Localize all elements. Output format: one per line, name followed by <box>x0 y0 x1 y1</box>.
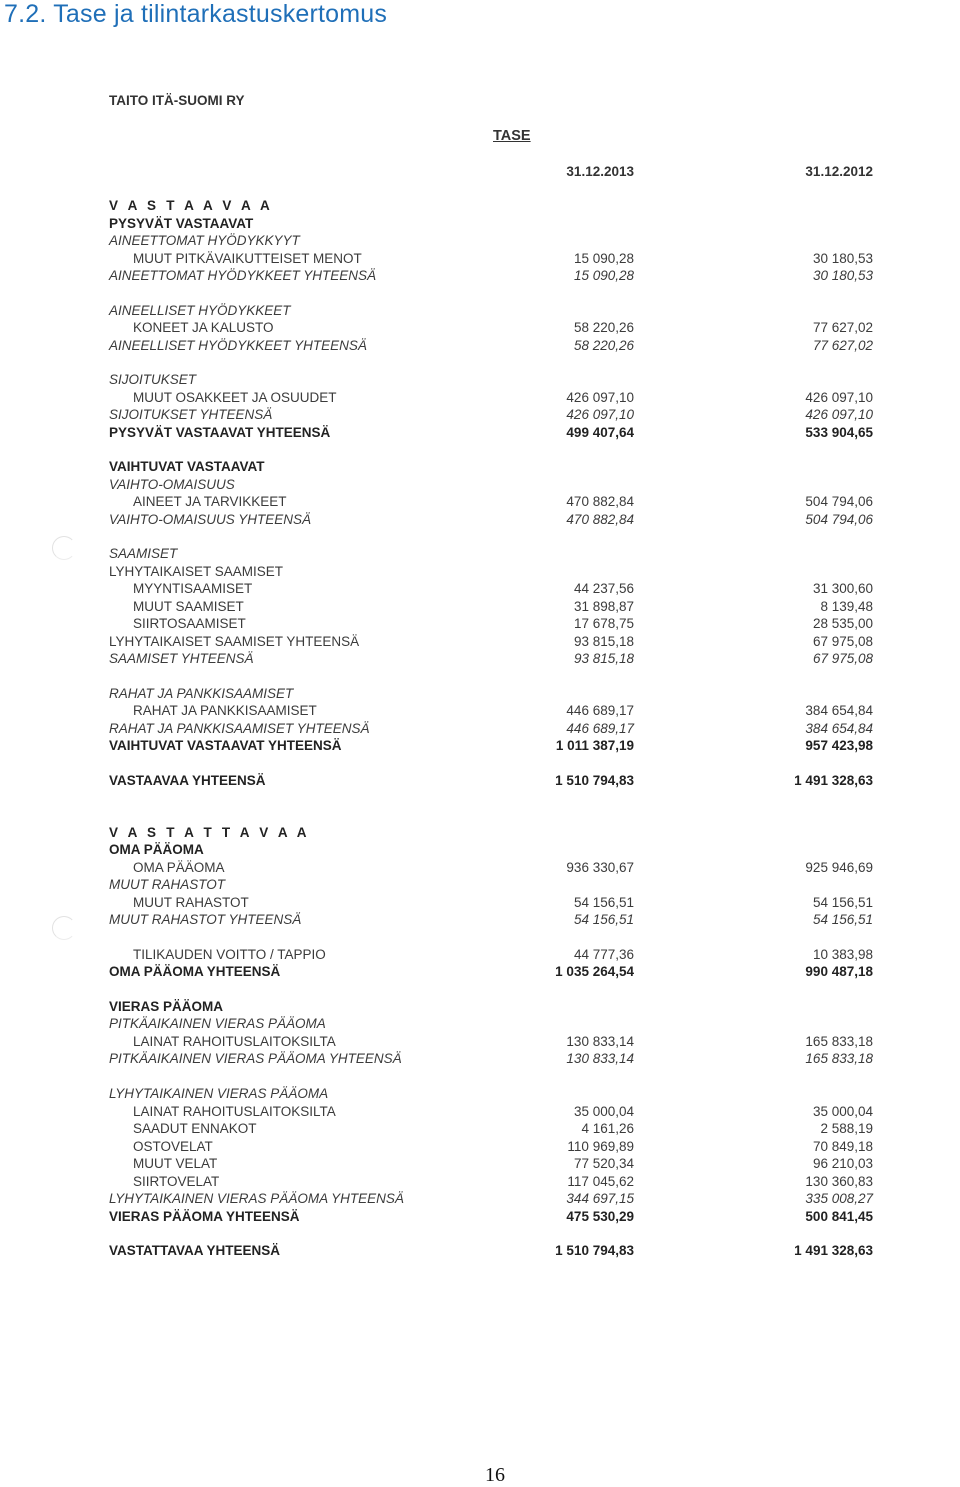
value-2012: 165 833,18 <box>805 1051 873 1066</box>
value-2012: 504 794,06 <box>805 512 873 527</box>
value-2012: 426 097,10 <box>805 390 873 405</box>
row-label: VASTATTAVAA YHTEENSÄ <box>109 1243 281 1258</box>
table-row <box>0 1173 960 1190</box>
row-label: AINEETTOMAT HYÖDYKKYYT <box>109 233 300 248</box>
table-row <box>0 319 960 336</box>
table-row <box>0 598 960 615</box>
row-label: LAINAT RAHOITUSLAITOKSILTA <box>133 1104 336 1119</box>
value-2012: 67 975,08 <box>812 651 873 666</box>
value-2012: 30 180,53 <box>812 251 873 266</box>
value-2013: 426 097,10 <box>566 390 634 405</box>
table-row <box>0 911 960 928</box>
value-2012: 10 383,98 <box>812 947 873 962</box>
value-2012: 500 841,45 <box>805 1209 873 1224</box>
row-label: VASTAAVAA YHTEENSÄ <box>109 773 266 788</box>
value-2013: 499 407,64 <box>566 425 634 440</box>
row-label: SAAMISET <box>109 546 178 561</box>
value-2012: 67 975,08 <box>812 634 873 649</box>
value-2013: 35 000,04 <box>573 1104 634 1119</box>
value-2012: 384 654,84 <box>805 703 873 718</box>
table-row <box>0 1190 960 1207</box>
value-2012: 165 833,18 <box>805 1034 873 1049</box>
value-2013: 15 090,28 <box>573 251 634 266</box>
row-label: VIERAS PÄÄOMA <box>109 999 224 1014</box>
table-row <box>0 302 960 319</box>
row-label: PYSYVÄT VASTAAVAT <box>109 216 254 231</box>
table-row <box>0 232 960 249</box>
value-2013: 446 689,17 <box>566 703 634 718</box>
table-row <box>0 1208 960 1225</box>
value-2012: 384 654,84 <box>805 721 873 736</box>
value-2012: 96 210,03 <box>812 1156 873 1171</box>
value-2013: 446 689,17 <box>566 721 634 736</box>
value-2012: 30 180,53 <box>812 268 873 283</box>
punch-hole-mark <box>52 536 76 560</box>
value-2012: 533 904,65 <box>805 425 873 440</box>
table-row <box>0 859 960 876</box>
table-row <box>0 824 960 841</box>
value-2012: 1 491 328,63 <box>794 1243 873 1258</box>
row-label: MUUT SAAMISET <box>133 599 244 614</box>
table-row <box>0 371 960 388</box>
table-row <box>0 1050 960 1067</box>
value-2013: 470 882,84 <box>566 494 634 509</box>
row-label: AINEELLISET HYÖDYKKEET <box>109 303 291 318</box>
value-2012: 335 008,27 <box>805 1191 873 1206</box>
value-2013: 58 220,26 <box>573 338 634 353</box>
table-row <box>0 197 960 214</box>
value-2013: 58 220,26 <box>573 320 634 335</box>
value-2013: 93 815,18 <box>573 651 634 666</box>
value-2013: 1 035 264,54 <box>555 964 634 979</box>
row-label: MUUT RAHASTOT YHTEENSÄ <box>109 912 302 927</box>
table-row <box>0 424 960 441</box>
table-row <box>0 772 960 789</box>
table-row <box>0 406 960 423</box>
row-label: SIIRTOVELAT <box>133 1174 220 1189</box>
row-label: LYHYTAIKAISET SAAMISET YHTEENSÄ <box>109 634 360 649</box>
table-row <box>0 250 960 267</box>
value-2012: 54 156,51 <box>812 912 873 927</box>
value-2012: 957 423,98 <box>805 738 873 753</box>
row-label: AINEETTOMAT HYÖDYKKEET YHTEENSÄ <box>109 268 377 283</box>
value-2013: 31 898,87 <box>573 599 634 614</box>
row-label: V A S T A T T A V A A <box>109 825 310 840</box>
row-label: VAIHTUVAT VASTAAVAT <box>109 459 265 474</box>
table-row <box>0 476 960 493</box>
row-label: VAIHTUVAT VASTAAVAT YHTEENSÄ <box>109 738 342 753</box>
company-name: TAITO ITÄ-SUOMI RY <box>109 93 245 108</box>
row-label: PITKÄAIKAINEN VIERAS PÄÄOMA YHTEENSÄ <box>109 1051 402 1066</box>
table-row <box>0 894 960 911</box>
table-row <box>0 1033 960 1050</box>
row-label: OSTOVELAT <box>133 1139 213 1154</box>
value-2013: 4 161,26 <box>581 1121 634 1136</box>
table-row <box>0 633 960 650</box>
table-row <box>0 1085 960 1102</box>
table-row <box>0 267 960 284</box>
row-label: MUUT OSAKKEET JA OSUUDET <box>133 390 337 405</box>
value-2013: 130 833,14 <box>566 1034 634 1049</box>
page-number: 16 <box>485 1464 505 1486</box>
table-row <box>0 876 960 893</box>
value-2013: 44 237,56 <box>573 581 634 596</box>
value-2013: 93 815,18 <box>573 634 634 649</box>
table-row <box>0 946 960 963</box>
row-label: TILIKAUDEN VOITTO / TAPPIO <box>133 947 326 962</box>
table-row <box>0 511 960 528</box>
table-row <box>0 998 960 1015</box>
value-2012: 426 097,10 <box>805 407 873 422</box>
table-row <box>0 1015 960 1032</box>
value-2012: 35 000,04 <box>812 1104 873 1119</box>
row-label: VIERAS PÄÄOMA YHTEENSÄ <box>109 1209 300 1224</box>
value-2012: 8 139,48 <box>820 599 873 614</box>
row-label: MUUT PITKÄVAIKUTTEISET MENOT <box>133 251 362 266</box>
table-row <box>0 215 960 232</box>
value-2013: 344 697,15 <box>566 1191 634 1206</box>
row-label: LYHYTAIKAINEN VIERAS PÄÄOMA <box>109 1086 329 1101</box>
row-label: KONEET JA KALUSTO <box>133 320 274 335</box>
punch-hole-mark <box>52 916 76 940</box>
table-row <box>0 337 960 354</box>
document-title: TASE <box>493 128 531 144</box>
column-header-2012: 31.12.2012 <box>805 164 873 179</box>
table-row <box>0 458 960 475</box>
table-row <box>0 389 960 406</box>
table-row <box>0 1155 960 1172</box>
row-label: LAINAT RAHOITUSLAITOKSILTA <box>133 1034 336 1049</box>
value-2013: 426 097,10 <box>566 407 634 422</box>
value-2013: 936 330,67 <box>566 860 634 875</box>
value-2013: 44 777,36 <box>573 947 634 962</box>
value-2013: 1 011 387,19 <box>555 738 634 753</box>
row-label: OMA PÄÄOMA YHTEENSÄ <box>109 964 281 979</box>
value-2012: 31 300,60 <box>812 581 873 596</box>
row-label: MUUT RAHASTOT <box>109 877 226 892</box>
value-2012: 130 360,83 <box>805 1174 873 1189</box>
row-label: AINEET JA TARVIKKEET <box>133 494 287 509</box>
row-label: OMA PÄÄOMA <box>109 842 204 857</box>
row-label: MUUT RAHASTOT <box>133 895 249 910</box>
table-row <box>0 720 960 737</box>
value-2012: 77 627,02 <box>812 320 873 335</box>
value-2013: 54 156,51 <box>573 912 634 927</box>
row-label: SIJOITUKSET YHTEENSÄ <box>109 407 273 422</box>
table-row <box>0 1103 960 1120</box>
table-row <box>0 493 960 510</box>
value-2013: 54 156,51 <box>573 895 634 910</box>
row-label: MUUT VELAT <box>133 1156 218 1171</box>
row-label: RAHAT JA PANKKISAAMISET <box>133 703 317 718</box>
row-label: PYSYVÄT VASTAAVAT YHTEENSÄ <box>109 425 331 440</box>
table-row <box>0 702 960 719</box>
table-row <box>0 1242 960 1259</box>
value-2012: 70 849,18 <box>812 1139 873 1154</box>
value-2013: 1 510 794,83 <box>555 1243 634 1258</box>
row-label: RAHAT JA PANKKISAAMISET <box>109 686 294 701</box>
table-row <box>0 841 960 858</box>
row-label: MYYNTISAAMISET <box>133 581 253 596</box>
value-2012: 54 156,51 <box>812 895 873 910</box>
row-label: OMA PÄÄOMA <box>133 860 225 875</box>
value-2013: 17 678,75 <box>573 616 634 631</box>
value-2012: 990 487,18 <box>805 964 873 979</box>
row-label: LYHYTAIKAISET SAAMISET <box>109 564 284 579</box>
row-label: RAHAT JA PANKKISAAMISET YHTEENSÄ <box>109 721 370 736</box>
table-row <box>0 545 960 562</box>
value-2012: 2 588,19 <box>820 1121 873 1136</box>
row-label: SAAMISET YHTEENSÄ <box>109 651 254 666</box>
value-2012: 28 535,00 <box>812 616 873 631</box>
table-row <box>0 615 960 632</box>
value-2013: 110 969,89 <box>567 1139 634 1154</box>
table-row <box>0 580 960 597</box>
table-row <box>0 963 960 980</box>
value-2013: 130 833,14 <box>566 1051 634 1066</box>
table-row <box>0 1120 960 1137</box>
value-2012: 925 946,69 <box>805 860 873 875</box>
value-2013: 77 520,34 <box>573 1156 634 1171</box>
value-2013: 1 510 794,83 <box>555 773 634 788</box>
row-label: SIJOITUKSET <box>109 372 197 387</box>
row-label: LYHYTAIKAINEN VIERAS PÄÄOMA YHTEENSÄ <box>109 1191 404 1206</box>
table-row <box>0 1138 960 1155</box>
row-label: SIIRTOSAAMISET <box>133 616 246 631</box>
value-2013: 470 882,84 <box>566 512 634 527</box>
value-2012: 504 794,06 <box>805 494 873 509</box>
value-2013: 15 090,28 <box>573 268 634 283</box>
row-label: SAADUT ENNAKOT <box>133 1121 257 1136</box>
value-2013: 117 045,62 <box>567 1174 634 1189</box>
value-2012: 1 491 328,63 <box>794 773 873 788</box>
row-label: VAIHTO-OMAISUUS <box>109 477 235 492</box>
section-heading: 7.2. Tase ja tilintarkastuskertomus <box>4 0 388 28</box>
value-2012: 77 627,02 <box>812 338 873 353</box>
row-label: PITKÄAIKAINEN VIERAS PÄÄOMA <box>109 1016 326 1031</box>
table-row <box>0 563 960 580</box>
value-2013: 475 530,29 <box>566 1209 634 1224</box>
table-row <box>0 650 960 667</box>
row-label: VAIHTO-OMAISUUS YHTEENSÄ <box>109 512 312 527</box>
row-label: V A S T A A V A A <box>109 198 273 213</box>
row-label: AINEELLISET HYÖDYKKEET YHTEENSÄ <box>109 338 367 353</box>
column-header-2013: 31.12.2013 <box>566 164 634 179</box>
table-row <box>0 737 960 754</box>
table-row <box>0 685 960 702</box>
